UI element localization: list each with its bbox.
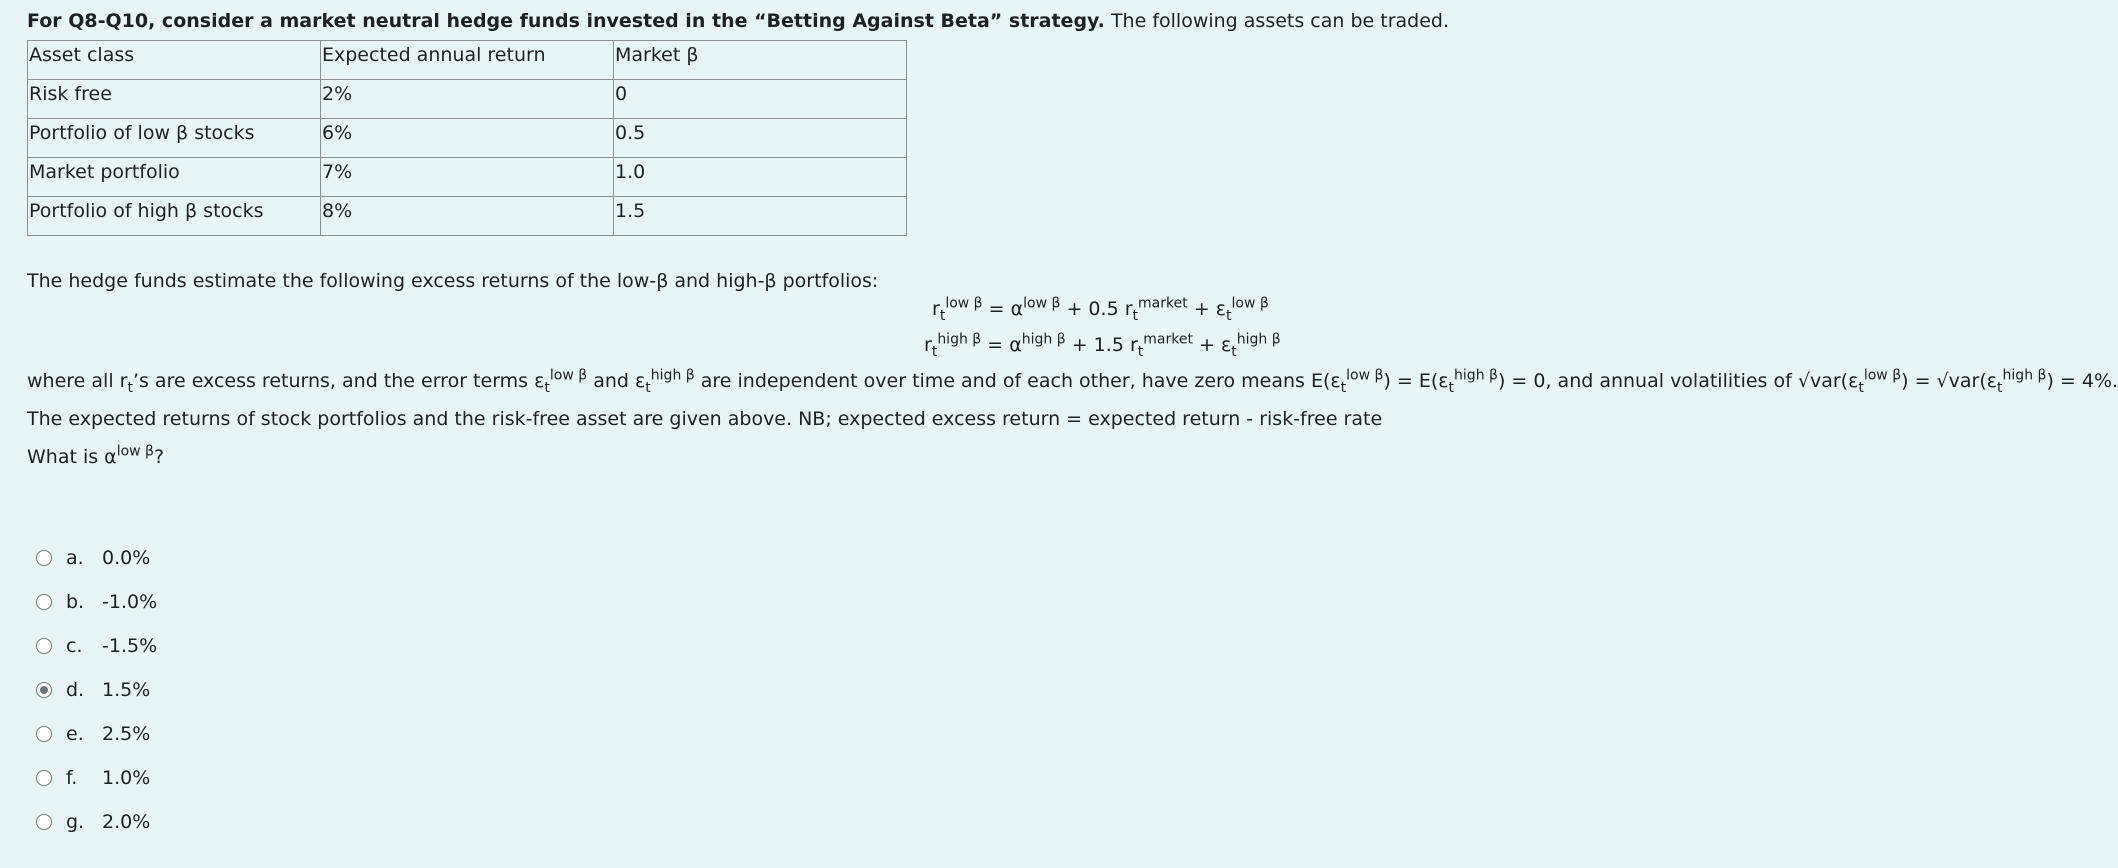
where-sup: low β	[1346, 367, 1384, 384]
table-cell: Market portfolio	[28, 158, 321, 197]
eq-symbol: + 1.5 r	[1065, 334, 1138, 356]
intro-normal: The following assets can be traded.	[1104, 10, 1450, 32]
question-segment: ?	[154, 446, 165, 468]
eq-sup: low β	[1023, 295, 1061, 312]
table-cell: 8%	[321, 197, 614, 236]
answer-letter: b.	[66, 591, 85, 613]
answer-letter: c.	[66, 635, 83, 657]
where-segment: ) = 0, and annual volatilities of √var(ε	[1497, 370, 1859, 392]
answer-option-a[interactable]	[36, 536, 2020, 580]
where-segment: where all r	[27, 370, 128, 392]
eq-sup: high β	[937, 331, 982, 348]
where-sub: t	[645, 379, 651, 396]
asset-table	[27, 40, 907, 236]
where-sub: t	[1997, 379, 2003, 396]
answer-letter: e.	[66, 723, 84, 745]
eq-sub: t	[1231, 343, 1237, 360]
eq-sup: low β	[1231, 295, 1269, 312]
answer-option-g[interactable]	[36, 800, 2020, 844]
where-segment: ) = 4%.	[2046, 370, 2118, 392]
where-segment: ’s are excess returns, and the error terms ε	[132, 370, 545, 392]
estimate-text: The hedge funds estimate the following excess returns of the low-β and high-β portfolios:	[27, 270, 879, 292]
intro-bold: For Q8-Q10, consider a market neutral hedge funds invested in the “Betting Against Beta” strategy.	[27, 10, 1105, 32]
where-segment: and ε	[587, 370, 646, 392]
question-sup: low β	[116, 443, 154, 460]
where-sub: t	[1448, 379, 1455, 396]
table-row	[28, 80, 907, 119]
eq-sub: t	[1137, 343, 1144, 360]
eq-symbol: α	[1009, 334, 1022, 356]
table-cell: 7%	[321, 158, 614, 197]
table-header-row	[28, 41, 907, 80]
table-header-cell: Market β	[614, 41, 907, 80]
question-segment: What is α	[27, 446, 117, 468]
where-sup: low β	[1863, 367, 1902, 384]
eq-symbol: =	[981, 334, 1010, 356]
where-segment: are independent over time and of each other, have zero means E(ε	[694, 370, 1341, 392]
radio-button-selected[interactable]	[36, 682, 52, 698]
table-cell: Risk free	[28, 80, 321, 119]
answer-option-d[interactable]	[36, 668, 2020, 712]
expected-text: The expected returns of stock portfolios and the risk-free asset are given above. NB; expected excess return = expected return - risk-free rate	[27, 408, 1383, 430]
answer-list	[36, 536, 2020, 844]
where-sup: high β	[650, 367, 695, 384]
where-sup: low β	[549, 367, 588, 384]
eq-symbol: + 0.5 r	[1060, 298, 1133, 320]
answer-option-f[interactable]	[36, 756, 2020, 800]
eq-symbol: + ε	[1187, 298, 1226, 320]
eq-symbol: + ε	[1192, 334, 1232, 356]
answer-text[interactable]: 1.5%	[102, 679, 151, 701]
question-intro	[27, 8, 2020, 34]
answer-text[interactable]: 0.0%	[102, 547, 151, 569]
table-header-cell: Expected annual return	[321, 41, 614, 80]
answer-option-b[interactable]	[36, 580, 2020, 624]
table-cell: Portfolio of high β stocks	[28, 197, 321, 236]
equation-high-beta	[924, 332, 2020, 358]
radio-button[interactable]	[36, 726, 52, 742]
eq-sub: t	[1132, 307, 1139, 324]
eq-sub: t	[1225, 307, 1232, 324]
where-sub: t	[544, 379, 550, 396]
table-header-cell: Asset class	[28, 41, 321, 80]
where-sup: high β	[1454, 367, 1498, 384]
table-row	[28, 158, 907, 197]
table-cell: 1.5	[614, 197, 907, 236]
where-segment: ) = E(ε	[1383, 370, 1449, 392]
answer-text[interactable]: -1.0%	[102, 591, 158, 613]
answer-text[interactable]: 2.5%	[102, 723, 151, 745]
radio-button[interactable]	[36, 594, 52, 610]
radio-button[interactable]	[36, 814, 52, 830]
table-cell: 6%	[321, 119, 614, 158]
eq-sub: t	[931, 343, 938, 360]
answer-letter: d.	[66, 679, 85, 701]
where-sub: t	[1340, 379, 1347, 396]
answer-letter: g.	[66, 811, 85, 833]
table-cell: 2%	[321, 80, 614, 119]
where-sub: t	[127, 379, 133, 396]
answer-letter: f.	[66, 767, 78, 789]
answer-option-e[interactable]	[36, 712, 2020, 756]
eq-sup: market	[1138, 295, 1188, 312]
table-cell: 0	[614, 80, 907, 119]
where-sup: high β	[2002, 367, 2047, 384]
eq-symbol: r	[924, 334, 932, 356]
table-row	[28, 119, 907, 158]
eq-sup: high β	[1021, 331, 1066, 348]
answer-text[interactable]: -1.5%	[102, 635, 158, 657]
eq-sup: high β	[1236, 331, 1281, 348]
table-row	[28, 197, 907, 236]
answer-letter: a.	[66, 547, 84, 569]
eq-sub: t	[939, 307, 946, 324]
equation-low-beta	[932, 296, 2020, 322]
radio-button[interactable]	[36, 550, 52, 566]
eq-sup: low β	[945, 295, 983, 312]
answer-text[interactable]: 2.0%	[102, 811, 151, 833]
table-cell: 1.0	[614, 158, 907, 197]
radio-button[interactable]	[36, 638, 52, 654]
question-text	[27, 444, 2020, 470]
table-cell: Portfolio of low β stocks	[28, 119, 321, 158]
answer-text[interactable]: 1.0%	[102, 767, 151, 789]
radio-button[interactable]	[36, 770, 52, 786]
eq-symbol: α	[1010, 298, 1024, 320]
eq-symbol: =	[982, 298, 1011, 320]
eq-sup: market	[1143, 331, 1193, 348]
where-segment: ) = √var(ε	[1901, 370, 1998, 392]
table-cell: 0.5	[614, 119, 907, 158]
eq-symbol: r	[932, 298, 940, 320]
answer-option-c[interactable]	[36, 624, 2020, 668]
where-sub: t	[1858, 379, 1864, 396]
